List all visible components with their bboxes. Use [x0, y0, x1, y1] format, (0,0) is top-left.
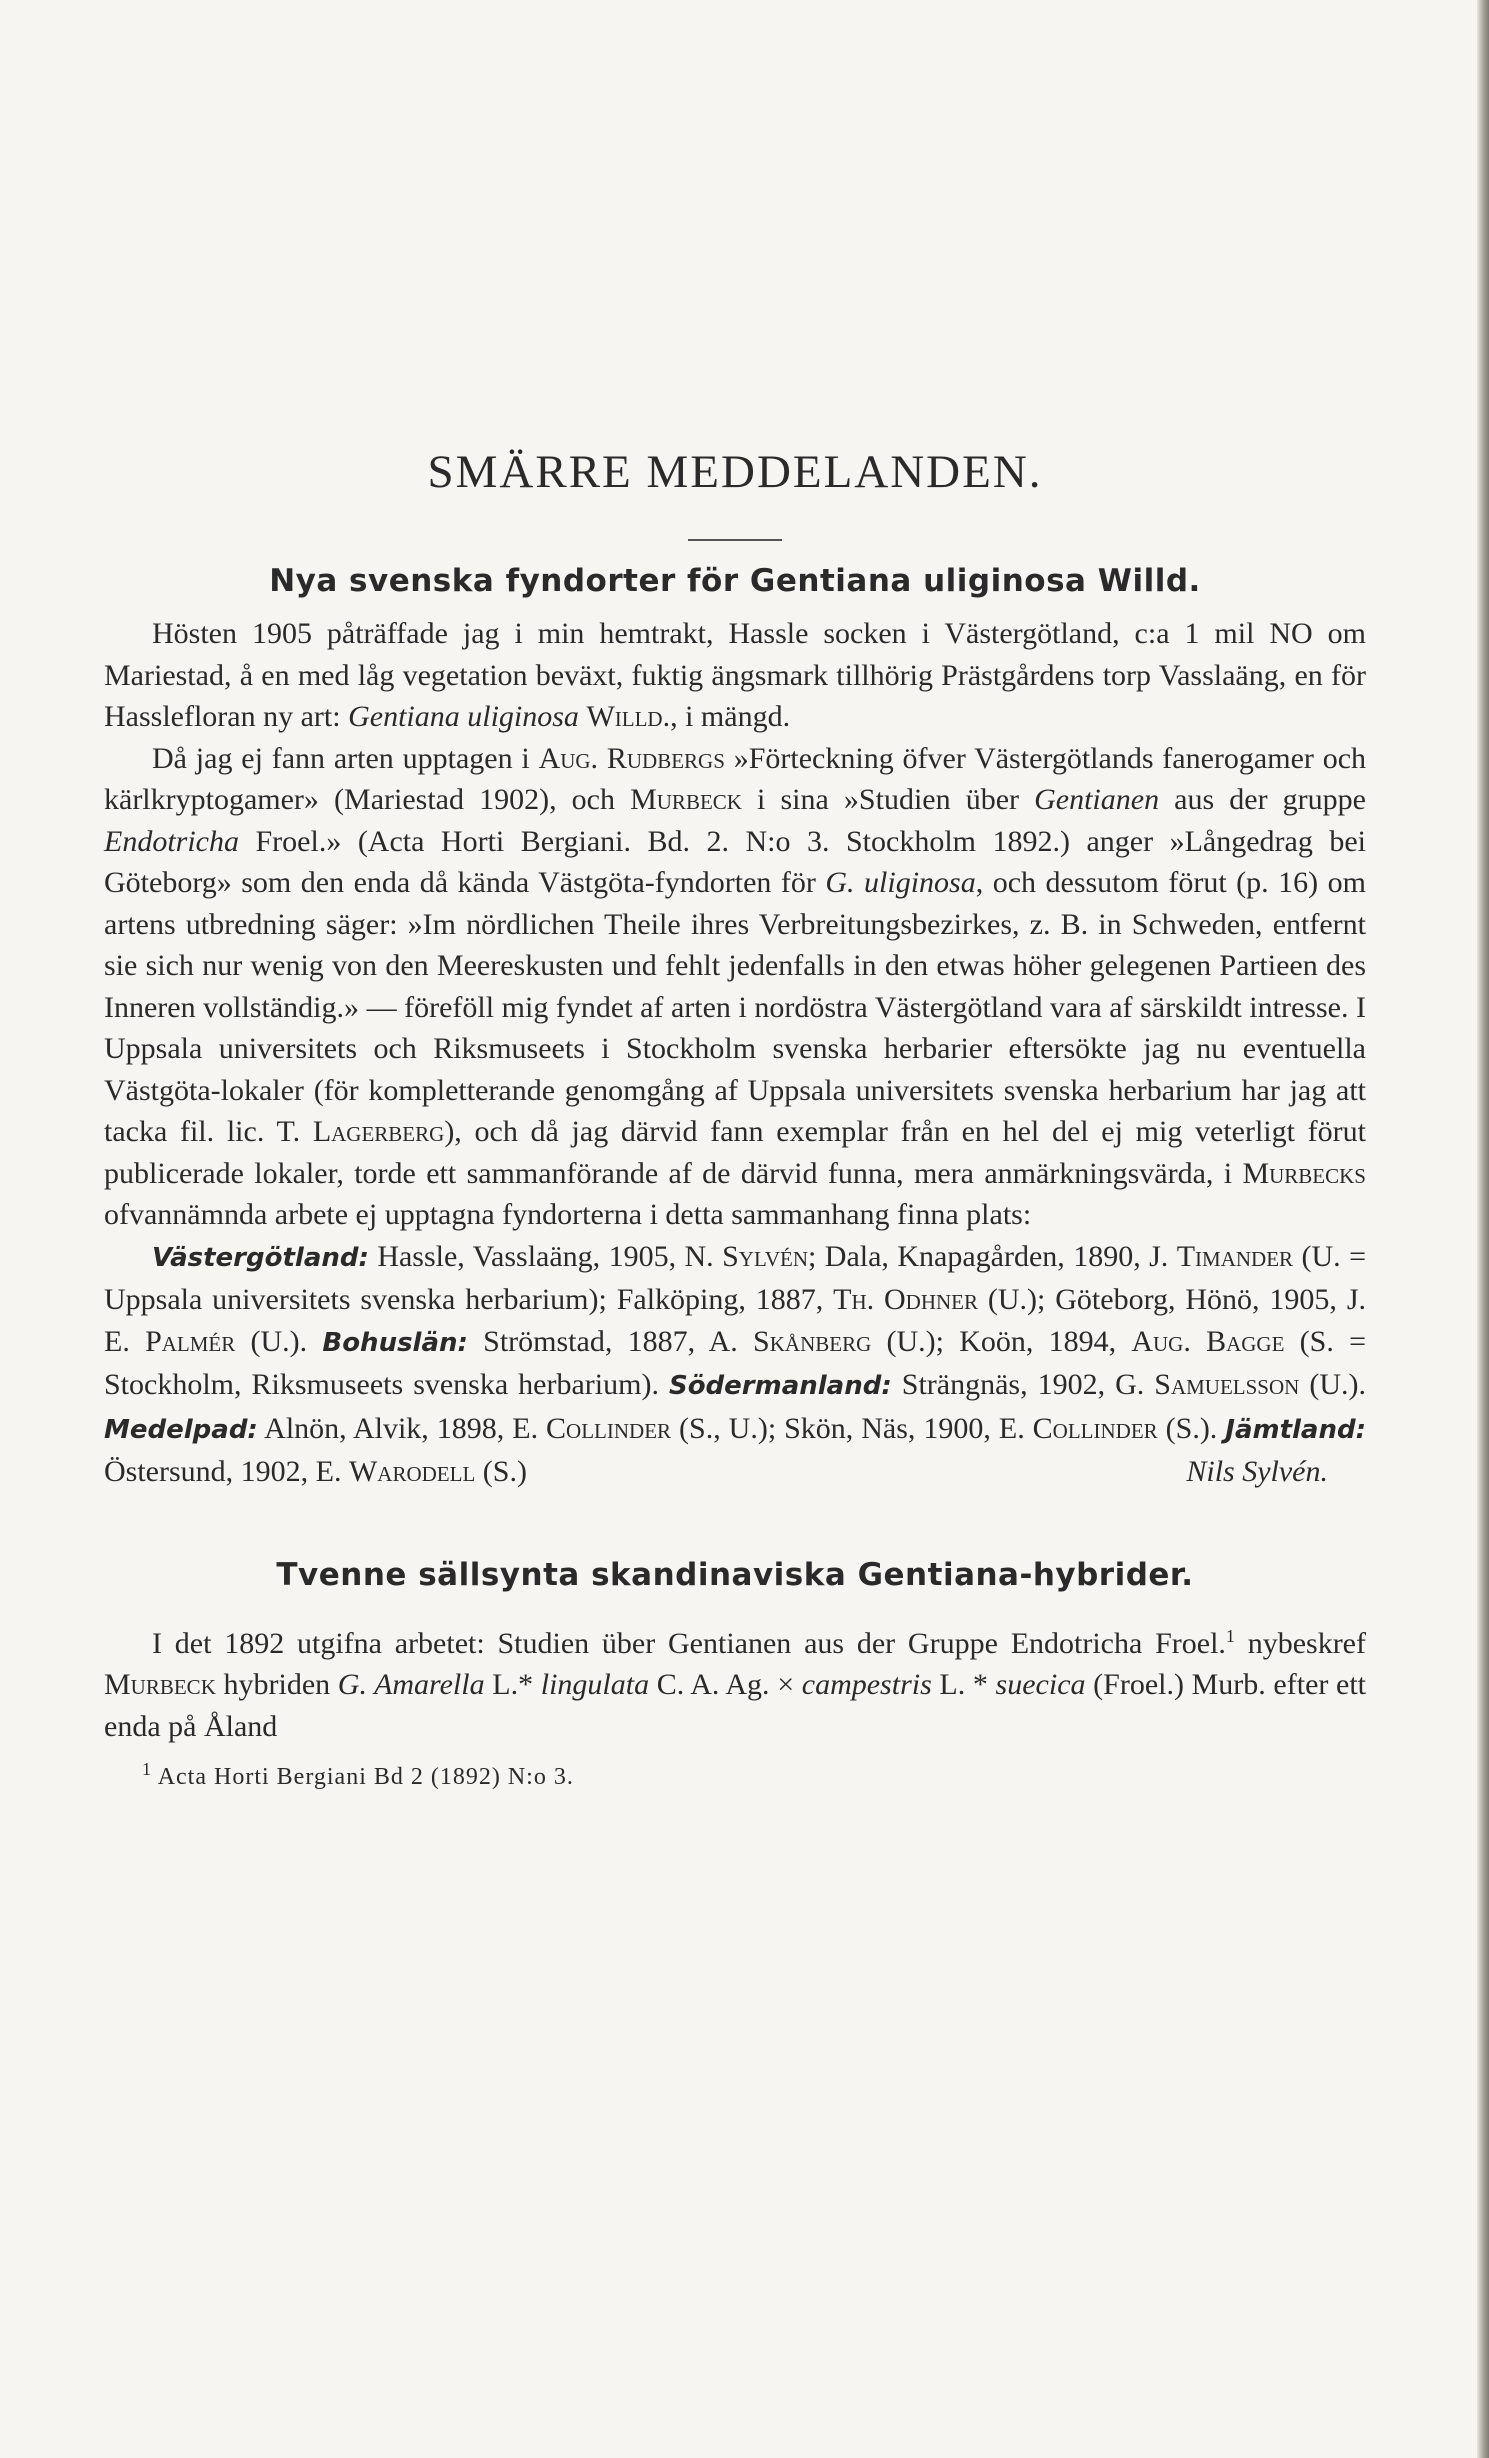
page-edge-shadow	[1477, 0, 1489, 2458]
footnote-marker: 1	[142, 1759, 152, 1779]
footnote-ref: 1	[1225, 1625, 1235, 1646]
footnote-text: Acta Horti Bergiani Bd 2 (1892) N:o 3.	[157, 1764, 574, 1790]
province-label: Medelpad:	[104, 1414, 258, 1445]
section-title: SMÄRRE MEDDELANDEN.	[427, 446, 1043, 498]
article-1-paragraph-2: Då jag ej fann arten upptagen i Aug. Rudbergs »Förteckning öfver Västergötlands fanerogamer och kärlkryptogamer» (Mariestad 1902), och Murbeck i sina »Studien über Gentianen aus der gruppe Endotricha Froel.» (Acta Horti Bergiani. Bd. 2. N:o 3. Stockholm 1892.) anger »Långedrag bei Göteborg» som den enda då kända Västgöta-fyndorten för G. uliginosa, och dessutom förut (p. 16) om artens utbredning säger: »Im nördlichen Theile ihres Verbreitungsbezirkes, z. B. in Schweden, entfernt sie sich nur wenig von den Meereskusten und fehlt jedenfalls in den etwas höher gelegenen Partieen des Inneren vollständig.» — föreföll mig fyndet af arten i nordöstra Västergötland vara af särskildt intresse. I Uppsala universitets och Riksmuseets i Stockholm svenska herbarier eftersökte jag nu eventuella Västgöta-lokaler (för kompletterande genomgång af Uppsala universitets svenska herbarium har jag att tacka fil. lic. T. Lagerberg), och då jag därvid fann exemplar från en hel del ej mig veterligt förut publicerade lokaler, torde ett sammanförande af de därvid funna, mera anmärkningsvärda, i Murbecks ofvannämnda arbete ej upptagna fyndorterna i detta sammanhang finna plats:	[104, 741, 1367, 1231]
province-label: Jämtland:	[1225, 1414, 1366, 1445]
author-signature: Nils Sylvén.	[1186, 1455, 1328, 1488]
page-content	[104, 445, 1366, 1793]
article-1-paragraph-1: Hösten 1905 påträffade jag i min hemtrakt, Hassle socken i Västergötland, c:a 1 mil NO om Mariestad, å en med låg vegetation beväxt, fuktig ängsmark tillhörig Prästgårdens torp Vasslaäng, en för Hasslefloran ny art: Gentiana uliginosa Willd., i mängd.	[104, 617, 1366, 733]
article-2-paragraph-1: I det 1892 utgifna arbetet: Studien über Gentianen aus der Gruppe Endotricha Froel.$^1$ nybeskref Murbeck hybriden G. Amarella L.* lingulata C. A. Ag. × campestris L. * suecica (Froel.) Murb. efter ett enda på Åland	[104, 1625, 1367, 1743]
province-label: Södermanland:	[668, 1371, 892, 1401]
article-1-title: Nya svenska fyndorter för Gentiana uliginosa Willd.	[269, 563, 1201, 599]
title-rule	[688, 539, 782, 541]
province-label: Bohuslän:	[322, 1327, 468, 1358]
article-1-locality-list: Västergötland: Hassle, Vasslaäng, 1905, N. Sylvén; Dala, Knapagården, 1890, J. Timander (U. = Uppsala universitets svenska herbarium); Falköping, 1887, Th. Odhner (U.); Göteborg, Hönö, 1905, J. E. Palmér (U.). Bohuslän: Strömstad, 1887, A. Skånberg (U.); Koön, 1894, Aug. Bagge (S. = Stockholm, Riksmuseets svenska herbarium). Södermanland: Strängnäs, 1902, G. Samuelsson (U.). Medelpad: Alnön, Alvik, 1898, E. Collinder (S., U.); Skön, Näs, 1900, E. Collinder (S.). Jämtland: Östersund, 1902, E. Warodell (S.) Nils Sylvén.	[104, 1236, 1366, 1493]
footnote	[104, 1761, 1366, 1793]
article-2-title: Tvenne sällsynta skandinaviska Gentiana-hybrider.	[276, 1556, 1194, 1593]
province-label: Västergötland:	[152, 1242, 369, 1273]
